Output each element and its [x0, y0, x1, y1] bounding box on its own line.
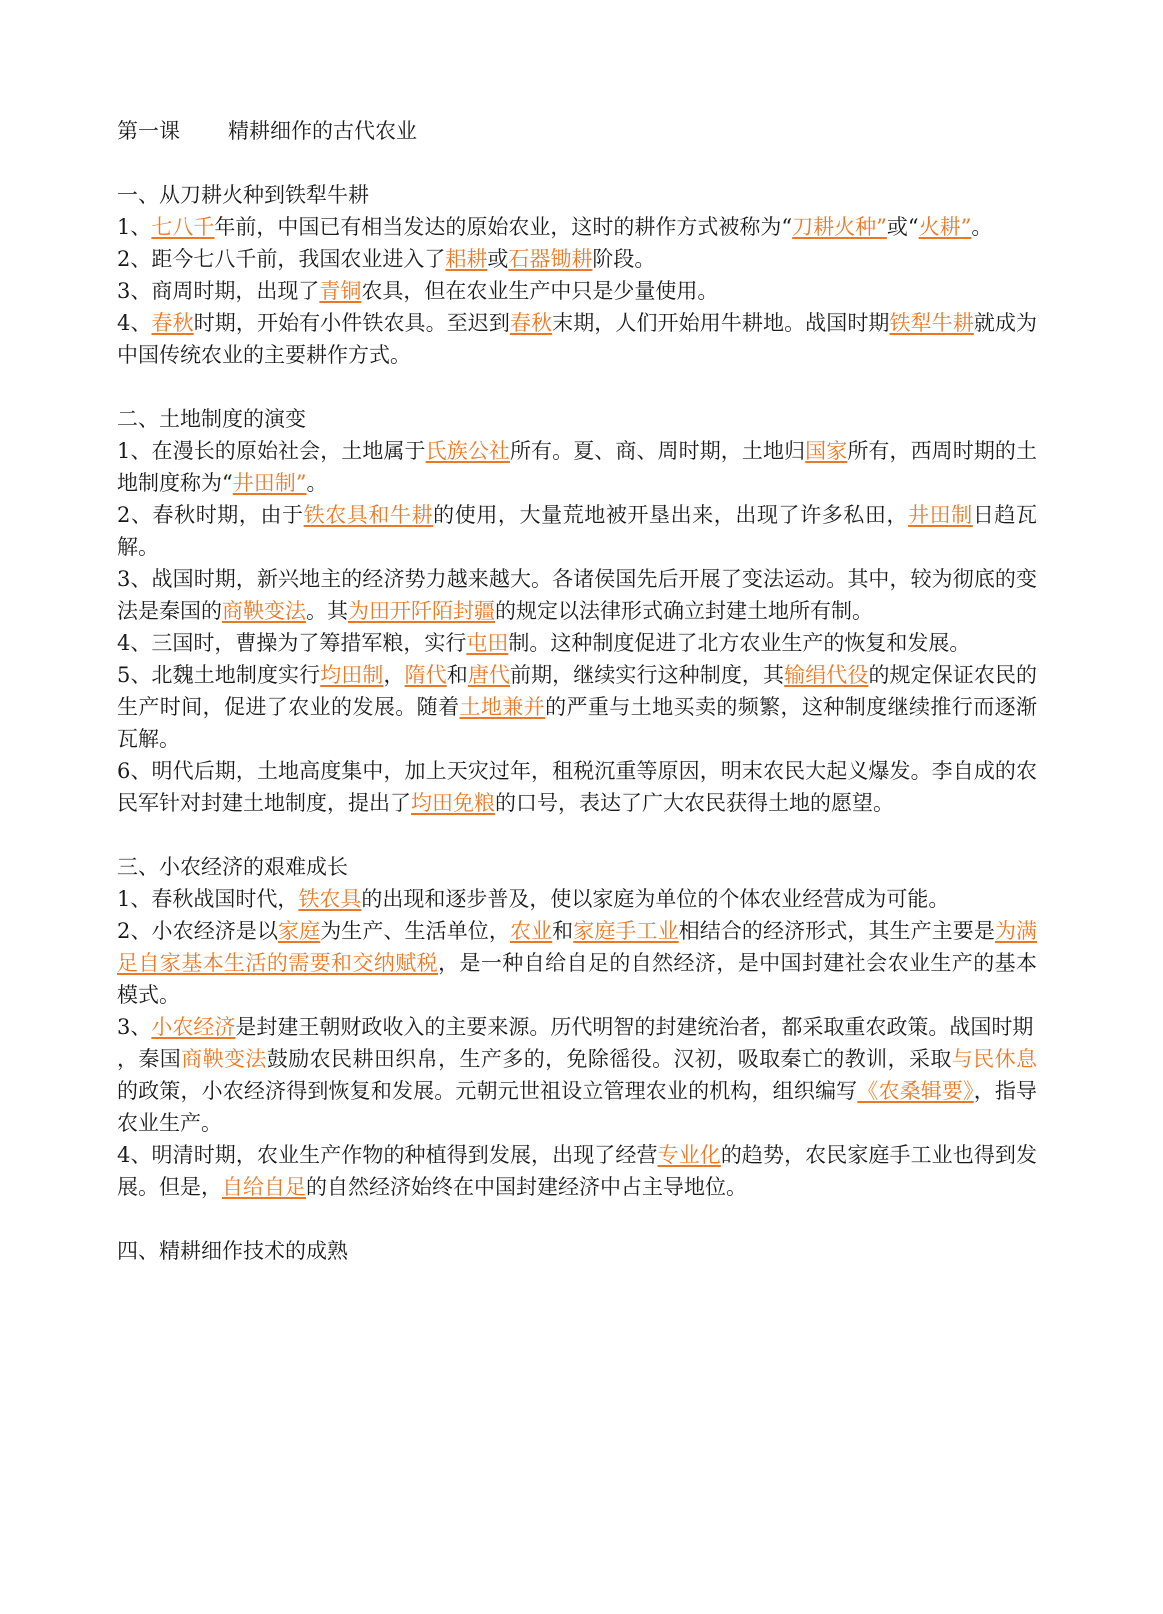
answer-underlined: 隋代: [404, 663, 447, 687]
body-text: 1、在漫长的原始社会，土地属于: [117, 439, 426, 463]
body-text: ，: [383, 663, 405, 687]
body-text: 1、: [117, 215, 152, 239]
answer-underlined: 商鞅变法: [222, 599, 306, 623]
body-text: 1、春秋战国时代，: [117, 887, 299, 911]
body-text: 是封建王朝财政收入的主要来源。历代明智的封建统治者，都采取重农政策。战国时期: [235, 1015, 1034, 1039]
body-text: 鼓励农民耕田织帛，生产多的，免除徭役。汉初，吸取秦亡的教训，采取: [266, 1047, 952, 1071]
body-text: 5、北魏土地制度实行: [117, 663, 321, 687]
body-text: 农具，但在农业生产中只是少量使用。: [361, 279, 719, 303]
body-text: 或“: [886, 215, 919, 239]
body-text: 制。这种制度促进了北方农业生产的恢复和发展。: [508, 631, 971, 655]
body-text: 4、三国时，曹操为了筹措军粮，实行: [117, 631, 467, 655]
answer-underlined: 春秋: [151, 311, 194, 335]
body-text: ，秦国: [117, 1047, 182, 1071]
body-text: 的趋势，农民家庭手工业也得到发展。但是，: [117, 1143, 1038, 1199]
body-text: 和: [446, 663, 468, 687]
body-text: 的规定保证农民的生产时间，促进了农业的发展。随着: [117, 663, 1038, 719]
answer-highlight: 商鞅变法: [181, 1047, 267, 1071]
section-4: [117, 1235, 1037, 1267]
body-text: 日趋瓦解。: [117, 503, 1038, 559]
answer-underlined: 铁犁牛耕: [889, 311, 974, 335]
answer-underlined: 刀耕火种”: [792, 215, 887, 239]
section-heading: 四、精耕细作技术的成熟: [117, 1239, 348, 1263]
answer-underlined: 井田制”: [232, 471, 307, 495]
answer-underlined: 唐代: [467, 663, 510, 687]
body-text: 。: [971, 215, 993, 239]
answer-underlined: 铁农具和牛耕: [303, 503, 434, 527]
answer-underlined: 均田制: [320, 663, 384, 687]
body-text: 为生产、生活单位，: [320, 919, 510, 943]
section-1: [117, 179, 1037, 371]
body-text: 相结合的经济形式，其生产主要是: [678, 919, 995, 943]
body-text: 。: [306, 471, 328, 495]
answer-underlined: 家庭: [278, 919, 321, 943]
answer-underlined: 石器锄耕: [508, 247, 593, 271]
body-text: 阶段。: [592, 247, 656, 271]
answer-underlined: 国家: [805, 439, 848, 463]
sections: [117, 179, 1037, 1267]
body-text: 的使用，大量荒地被开垦出来，出现了许多私田，: [433, 503, 909, 527]
answer-underlined: 家庭手工业: [573, 919, 679, 943]
section-heading: 二、土地制度的演变: [117, 407, 306, 431]
answer-underlined: 铁农具: [298, 887, 362, 911]
numbered-item: [117, 915, 1037, 1011]
page-title: [117, 115, 1037, 147]
answer-underlined: 均田免粮: [411, 791, 495, 815]
body-text: 的自然经济始终在中国封建经济中占主导地位。: [306, 1175, 747, 1199]
body-text: 4、明清时期，农业生产作物的种植得到发展，出现了经营: [117, 1143, 658, 1167]
lesson-title: 精耕细作的古代农业: [228, 119, 417, 143]
answer-underlined: 小农经济: [151, 1015, 236, 1039]
body-text: 3、战国时期，新兴地主的经济势力越来越大。各诸侯国先后开展了变法运动。其中，较为彻底的变法是秦国的: [117, 567, 1037, 623]
numbered-item: [117, 307, 1037, 371]
numbered-item: [117, 275, 1037, 307]
answer-underlined: 农业: [509, 919, 553, 943]
numbered-item: [117, 243, 1037, 275]
answer-underlined: 氏族公社: [425, 439, 510, 463]
answer-underlined: 火耕”: [918, 215, 972, 239]
body-text: 4、: [117, 311, 152, 335]
numbered-item: [117, 883, 1037, 915]
body-text: 时期，开始有小件铁农具。至迟到: [193, 311, 510, 335]
body-text: 就成为中国传统农业的主要耕作方式。: [117, 311, 1038, 367]
body-text: 和: [552, 919, 574, 943]
body-text: 的规定以法律形式确立封建土地所有制。: [495, 599, 873, 623]
answer-underlined: 《农桑辑要》: [857, 1079, 974, 1103]
answer-underlined: 专业化: [657, 1143, 721, 1167]
section-heading: 一、从刀耕火种到铁犁牛耕: [117, 183, 369, 207]
body-text: 前期，继续实行这种制度，其: [510, 663, 785, 687]
answer-underlined: 土地兼并: [459, 695, 546, 719]
body-text: 所有。夏、商、周时期，土地归: [509, 439, 806, 463]
body-text: 3、: [117, 1015, 152, 1039]
body-text: 的出现和逐步普及，使以家庭为单位的个体农业经营成为可能。: [361, 887, 950, 911]
body-text: 2、小农经济是以: [117, 919, 279, 943]
numbered-item: [117, 563, 1037, 627]
answer-underlined: 为田开阡陌封疆: [348, 599, 495, 623]
numbered-item: [117, 1011, 1037, 1139]
answer-underlined: 井田制: [908, 503, 973, 527]
body-text: 所有，西周时期的土地制度称为“: [117, 439, 1038, 495]
body-text: 2、距今七八千前，我国农业进入了: [117, 247, 446, 271]
numbered-item: [117, 627, 1037, 659]
answer-underlined: 七八千: [151, 215, 215, 239]
body-text: 或: [487, 247, 509, 271]
section-2: [117, 403, 1037, 819]
section-3: [117, 851, 1037, 1203]
body-text: 的口号，表达了广大农民获得土地的愿望。: [495, 791, 894, 815]
numbered-item: [117, 659, 1037, 755]
answer-underlined: 春秋: [509, 311, 553, 335]
answer-underlined: 自给自足: [222, 1175, 306, 1199]
numbered-item: [117, 755, 1037, 819]
numbered-item: [117, 435, 1037, 499]
answer-underlined: 屯田: [466, 631, 509, 655]
body-text: ，指导农业生产。: [117, 1079, 1038, 1135]
body-text: 3、商周时期，出现了: [117, 279, 320, 303]
body-text: 年前，中国已有相当发达的原始农业，这时的耕作方式被称为“: [214, 215, 793, 239]
answer-underlined: 输绢代役: [784, 663, 869, 687]
body-text: 的严重与土地买卖的频繁，这种制度继续推行而逐渐瓦解。: [117, 695, 1038, 751]
answer-underlined: 为满足自家基本生活的需要和交纳赋税: [117, 919, 1038, 975]
body-text: 6、明代后期，土地高度集中，加上天灾过年，租税沉重等原因，明末农民大起义爆发。李自成的农民军针对封建土地制度，提出了: [117, 759, 1037, 815]
body-text: 。其: [306, 599, 348, 623]
numbered-item: [117, 499, 1037, 563]
numbered-item: [117, 211, 1037, 243]
answer-underlined: 耜耕: [445, 247, 488, 271]
document-page: [117, 115, 1037, 1267]
body-text: 末期，人们开始用牛耕地。战国时期: [552, 311, 890, 335]
answer-highlight: 与民休息: [951, 1047, 1038, 1071]
answer-underlined: 青铜: [319, 279, 362, 303]
numbered-item: [117, 1139, 1037, 1203]
body-text: ，是一种自给自足的自然经济，是中国封建社会农业生产的基本模式。: [117, 951, 1038, 1007]
body-text: 2、春秋时期，由于: [117, 503, 304, 527]
body-text: 的政策，小农经济得到恢复和发展。元朝元世祖设立管理农业的机构，组织编写: [117, 1079, 858, 1103]
lesson-number: 第一课: [117, 119, 180, 143]
section-heading: 三、小农经济的艰难成长: [117, 855, 348, 879]
